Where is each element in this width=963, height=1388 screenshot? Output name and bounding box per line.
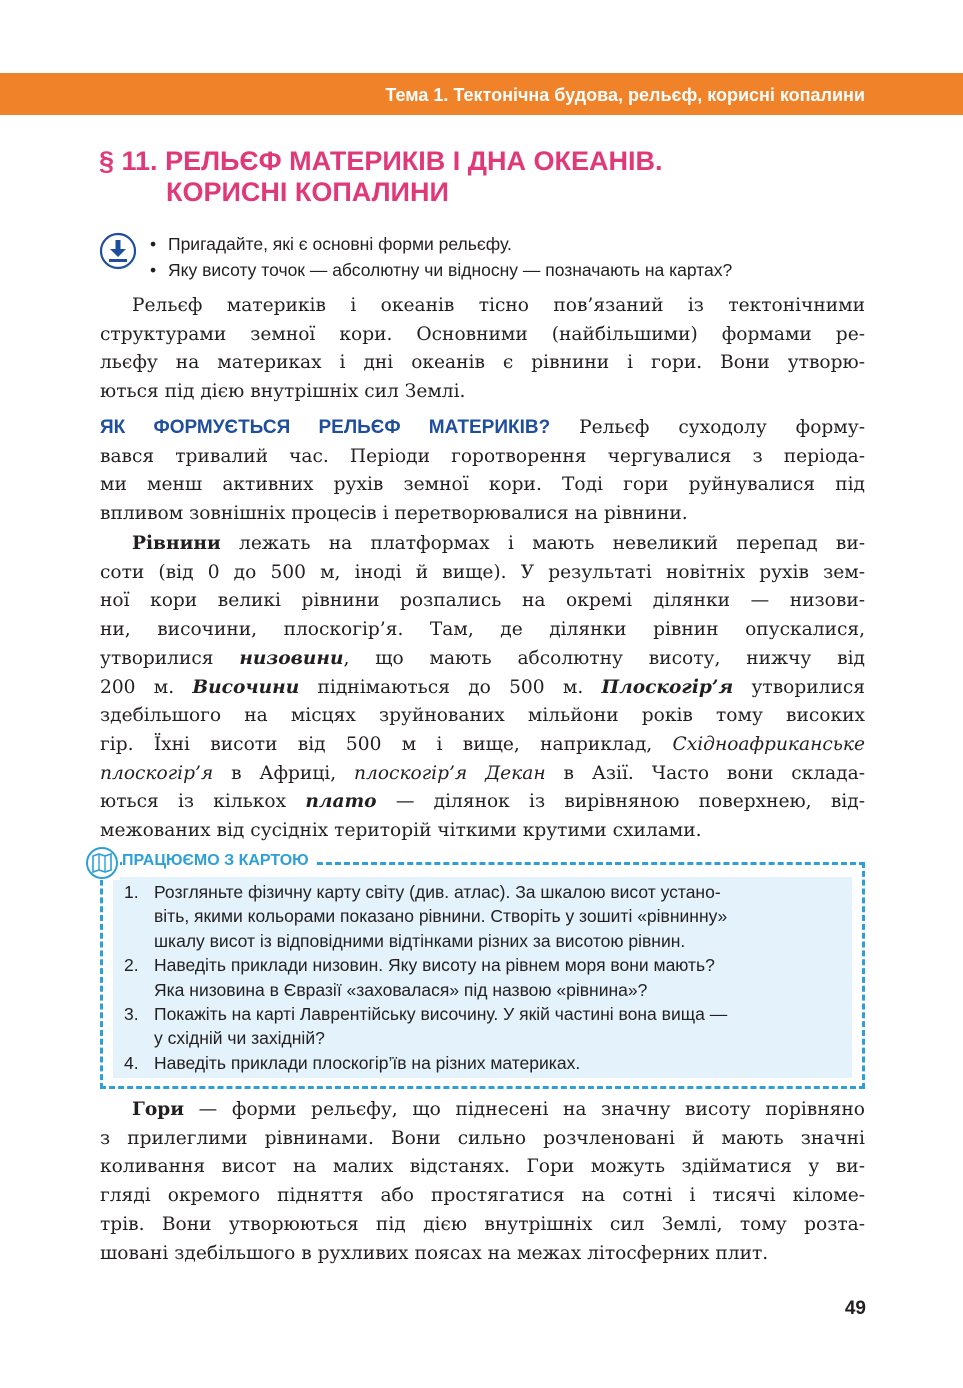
list-item: 2. Наведіть приклади низовин. Яку висоту на рівнем моря вони мають? Яка низовина в Євразії «заховалася» під назвою «рівнина»?: [124, 955, 715, 1000]
paragraph-3: Рівнини лежать на платформах і мають невеликий перепад ви- соти (від 0 до 500 м, іноді й вище). У результаті новітніх рухів зем- ної кори великі рівнини розпались на окремі ділянки — низови- ни, височини, плоскогір’я. Там, де ділянки рівнин опускалися, утворилися низовини, що мають абсолютну висоту, нижчу від 200 м. Височини піднімаються до 500 м. Плоскогір’я утворилися здебільшого на місцях зруйнованих мільйони років тому високих гір. Їхні висоти від 500 м і вище, наприклад, Східноафриканське плоскогір’я в Африці, плоскогір’я Декан в Азії. Часто вони склада- ються із кількох плато — ділянок із вирівняною поверхнею, від-: [100, 533, 866, 813]
download-icon: [99, 232, 137, 270]
paragraph-4-end: шовані здебільшого в рухливих поясах на межах літосферних плит.: [100, 1243, 769, 1264]
page-number: 49: [844, 1298, 866, 1319]
title-line-2: КОРИСНІ КОПАЛИНИ: [166, 177, 449, 207]
recall-item: • Яку висоту точок — абсолютну чи відносну — позначають на картах?: [150, 260, 733, 280]
section-title: [99, 146, 879, 208]
term-rivnyny: Рівнини: [132, 533, 221, 554]
term-ploskohirya: Плоскогір’я: [601, 676, 734, 698]
recall-item: • Пригадайте, які є основні форми рельєфу.: [150, 234, 512, 254]
title-line-1: § 11. РЕЛЬЄФ МАТЕРИКІВ І ДНА ОКЕАНІВ.: [99, 146, 663, 176]
term-vysochyny: Височини: [192, 676, 300, 698]
list-item: 3. Покажіть на карті Лаврентійську височину. У якій частині вона вища — у східній чи західній?: [124, 1004, 728, 1049]
paragraph-1: Рельєф материків і океанів тісно пов’язаний із тектонічними структурами земної кори. Основними (найбільшими) формами ре- льєфу на материках і дні океанів є рівнини і гори. Вони утворю-: [100, 295, 865, 374]
term-nyzovyny: низовини: [239, 647, 344, 669]
term-hory: Гори: [132, 1099, 185, 1120]
map-task-title: ПРАЦЮЄМО З КАРТОЮ: [122, 852, 315, 870]
paragraph-4: Гори — форми рельєфу, що піднесені на значну висоту порівняно з прилеглими рівнинами. Вони сильно розчленовані й мають значні коливання висот на малих відстанях. Гори можуть здійматися у ви- гляді окремого підняття або простягатися на сотні і тисячі кіломе- трів. Вони утворюються під дією внутрішніх сил Землі, тому розта-: [100, 1099, 865, 1235]
map-task-list: [124, 880, 844, 1075]
paragraph-1-end: ються під дією внутрішніх сил Землі.: [100, 381, 466, 402]
paragraph-2-end: впливом зовнішніх процесів і перетворювалися на рівнини.: [100, 503, 688, 524]
map-book-icon: [84, 846, 120, 880]
term-plato: плато: [305, 791, 377, 813]
list-item: 4. Наведіть приклади плоскогір’їв на різних материках.: [124, 1052, 581, 1073]
recall-questions: [150, 231, 870, 283]
topic-bar: [0, 73, 963, 115]
topic-title: Тема 1. Тектонічна будова, рельєф, корисні копалини: [385, 85, 865, 105]
subheading: ЯК ФОРМУЄТЬСЯ РЕЛЬЄФ МАТЕРИКІВ?: [100, 417, 551, 438]
paragraph-3-end: межованих від сусідніх територій чіткими крутими схилами.: [100, 820, 702, 841]
list-item: 1. Розгляньте фізичну карту світу (див. атлас). За шкалою висот устано- віть, якими кольорами показано рівнини. Створіть у зошиті «рівнинну» шкалу висот із відповідними відтінками різних за висотою рівнин.: [124, 882, 728, 951]
paragraph-2: ЯК ФОРМУЄТЬСЯ РЕЛЬЄФ МАТЕРИКІВ? Рельєф суходолу форму- вався тривалий час. Періоди горотворення чергувалися з періода- ми менш активних рухів земної кори. Тоді гори руйнувалися під: [100, 417, 865, 496]
